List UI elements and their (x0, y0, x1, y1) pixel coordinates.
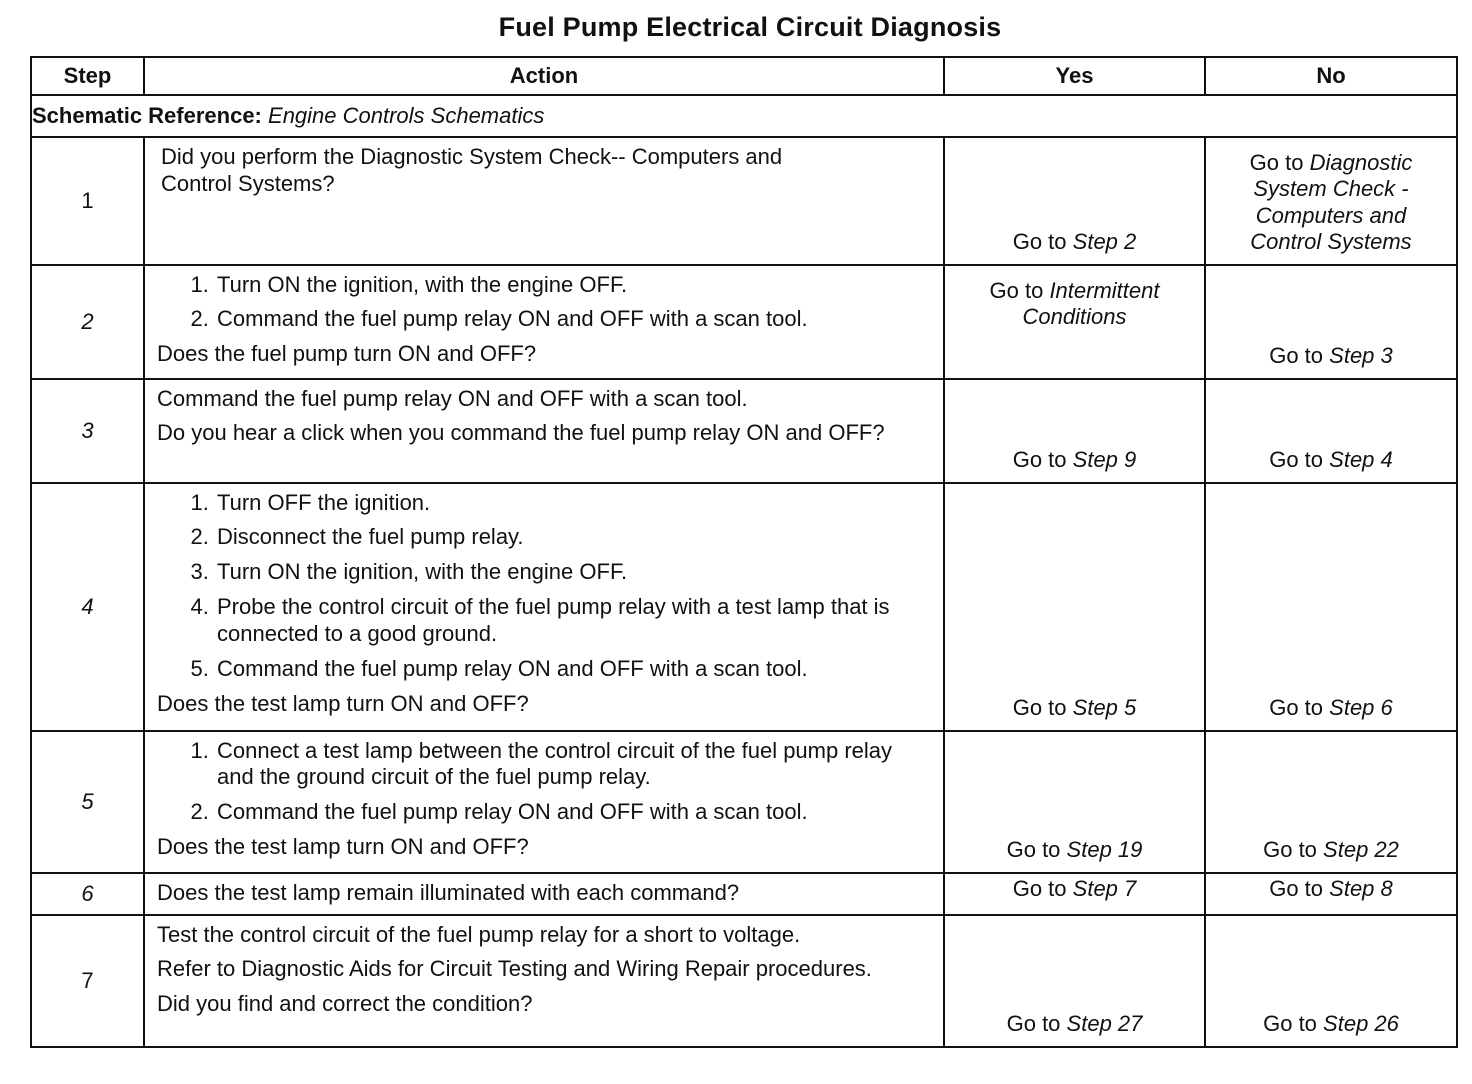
action-steps-list (157, 738, 931, 826)
action-step: 5. Command the fuel pump relay ON and OFF with a scan tool. (215, 656, 931, 683)
table-row (31, 915, 1457, 1047)
action-step: 2. Command the fuel pump relay ON and OFF with a scan tool. (215, 799, 931, 826)
action-question: Do you hear a click when you command the fuel pump relay ON and OFF? (157, 420, 885, 446)
header-action: Action (144, 57, 944, 95)
action-step: 4. Probe the control circuit of the fuel pump relay with a test lamp that is connected to a good ground. (215, 594, 931, 648)
action-cell (144, 265, 944, 379)
step-number: 4 (31, 483, 144, 731)
reference-label: Schematic Reference: (32, 103, 262, 128)
yes-result (944, 379, 1205, 483)
diagnosis-table (30, 56, 1458, 1048)
action-step: 1. Turn ON the ignition, with the engine OFF. (215, 272, 931, 299)
no-result (1205, 873, 1457, 915)
go-to-target: Step 4 (1329, 447, 1393, 473)
action-cell (144, 915, 944, 1047)
go-to-target: Intermittent Conditions (1022, 277, 1160, 329)
action-cell (144, 379, 944, 483)
no-result (1205, 483, 1457, 731)
action-step: 2. Command the fuel pump relay ON and OFF with a scan tool. (215, 306, 931, 333)
yes-result (944, 731, 1205, 873)
action-text: Command the fuel pump relay ON and OFF with a scan tool. (157, 385, 748, 411)
go-to-target: Step 3 (1329, 343, 1393, 369)
go-to-target: Diagnostic System Check - Computers and Control Systems (1250, 150, 1413, 255)
action-question: Does the test lamp turn ON and OFF? (157, 834, 529, 860)
go-to-target: Step 2 (1072, 229, 1137, 255)
action-steps-list (157, 272, 931, 334)
action-step: 1. Connect a test lamp between the control circuit of the fuel pump relay and the ground circuit of the fuel pump relay. (215, 738, 931, 792)
yes-result (944, 483, 1205, 731)
action-text: Test the control circuit of the fuel pump relay for a short to voltage. (157, 921, 801, 947)
no-result (1205, 915, 1457, 1047)
table-row (31, 731, 1457, 873)
header-yes: Yes (944, 57, 1205, 95)
action-question: Does the test lamp remain illuminated with each command? (157, 880, 740, 906)
page-title: Fuel Pump Electrical Circuit Diagnosis (498, 12, 1002, 42)
header-row (31, 57, 1457, 95)
go-to-label: Go to (1012, 447, 1067, 473)
go-to-target: Step 7 (1072, 876, 1137, 902)
action-step: 1. Turn OFF the ignition. (215, 490, 931, 517)
go-to-target: Step 8 (1329, 876, 1393, 902)
action-steps-list (157, 490, 931, 683)
step-number: 3 (31, 379, 144, 483)
table-row (31, 379, 1457, 483)
step-number: 1 (31, 137, 144, 265)
action-text: Did you perform the Diagnostic System Check-- Computers and Control Systems? (161, 144, 783, 196)
go-to-target: Step 26 (1323, 1011, 1399, 1037)
go-to-label: Go to (1012, 229, 1067, 255)
table-row (31, 137, 1457, 265)
header-no: No (1205, 57, 1457, 95)
go-to-label: Go to (1006, 837, 1061, 863)
no-result (1205, 379, 1457, 483)
action-cell (144, 483, 944, 731)
step-number: 7 (31, 915, 144, 1047)
schematic-reference (31, 95, 1457, 137)
yes-result (944, 915, 1205, 1047)
step-number: 6 (31, 873, 144, 915)
go-to-target: Step 19 (1066, 837, 1143, 863)
go-to-label: Go to (1269, 447, 1324, 473)
no-result (1205, 265, 1457, 379)
action-question: Did you find and correct the condition? (157, 991, 533, 1017)
step-number: 5 (31, 731, 144, 873)
no-result (1205, 137, 1457, 265)
table-row (31, 483, 1457, 731)
action-cell (144, 137, 944, 265)
action-text: Refer to Diagnostic Aids for Circuit Testing and Wiring Repair procedures. (157, 956, 872, 982)
go-to-label: Go to (1006, 1011, 1061, 1037)
step-number: 2 (31, 265, 144, 379)
go-to-label: Go to (1263, 1011, 1317, 1037)
no-result (1205, 731, 1457, 873)
go-to-target: Step 27 (1066, 1011, 1143, 1037)
go-to-target: Step 6 (1329, 695, 1393, 721)
action-cell (144, 873, 944, 915)
go-to-label: Go to (1012, 695, 1067, 721)
go-to-label: Go to (1263, 837, 1317, 863)
header-step: Step (31, 57, 144, 95)
action-step: 2. Disconnect the fuel pump relay. (215, 524, 931, 551)
yes-result (944, 873, 1205, 915)
go-to-target: Step 22 (1323, 837, 1399, 863)
reference-value: Engine Controls Schematics (268, 103, 545, 128)
action-question: Does the test lamp turn ON and OFF? (157, 690, 529, 716)
yes-result (944, 265, 1205, 379)
go-to-target: Step 9 (1072, 447, 1137, 473)
action-question: Does the fuel pump turn ON and OFF? (157, 341, 537, 367)
go-to-label: Go to (1269, 695, 1324, 721)
go-to-label: Go to (989, 277, 1044, 303)
go-to-label: Go to (1269, 876, 1324, 902)
yes-result (944, 137, 1205, 265)
action-cell (144, 731, 944, 873)
schematic-reference-row (31, 95, 1457, 137)
table-row (31, 265, 1457, 379)
go-to-label: Go to (1269, 343, 1324, 369)
table-row (31, 873, 1457, 915)
go-to-label: Go to (1012, 876, 1067, 902)
go-to-target: Step 5 (1072, 695, 1137, 721)
go-to-label: Go to (1249, 150, 1304, 175)
action-step: 3. Turn ON the ignition, with the engine OFF. (215, 559, 931, 586)
